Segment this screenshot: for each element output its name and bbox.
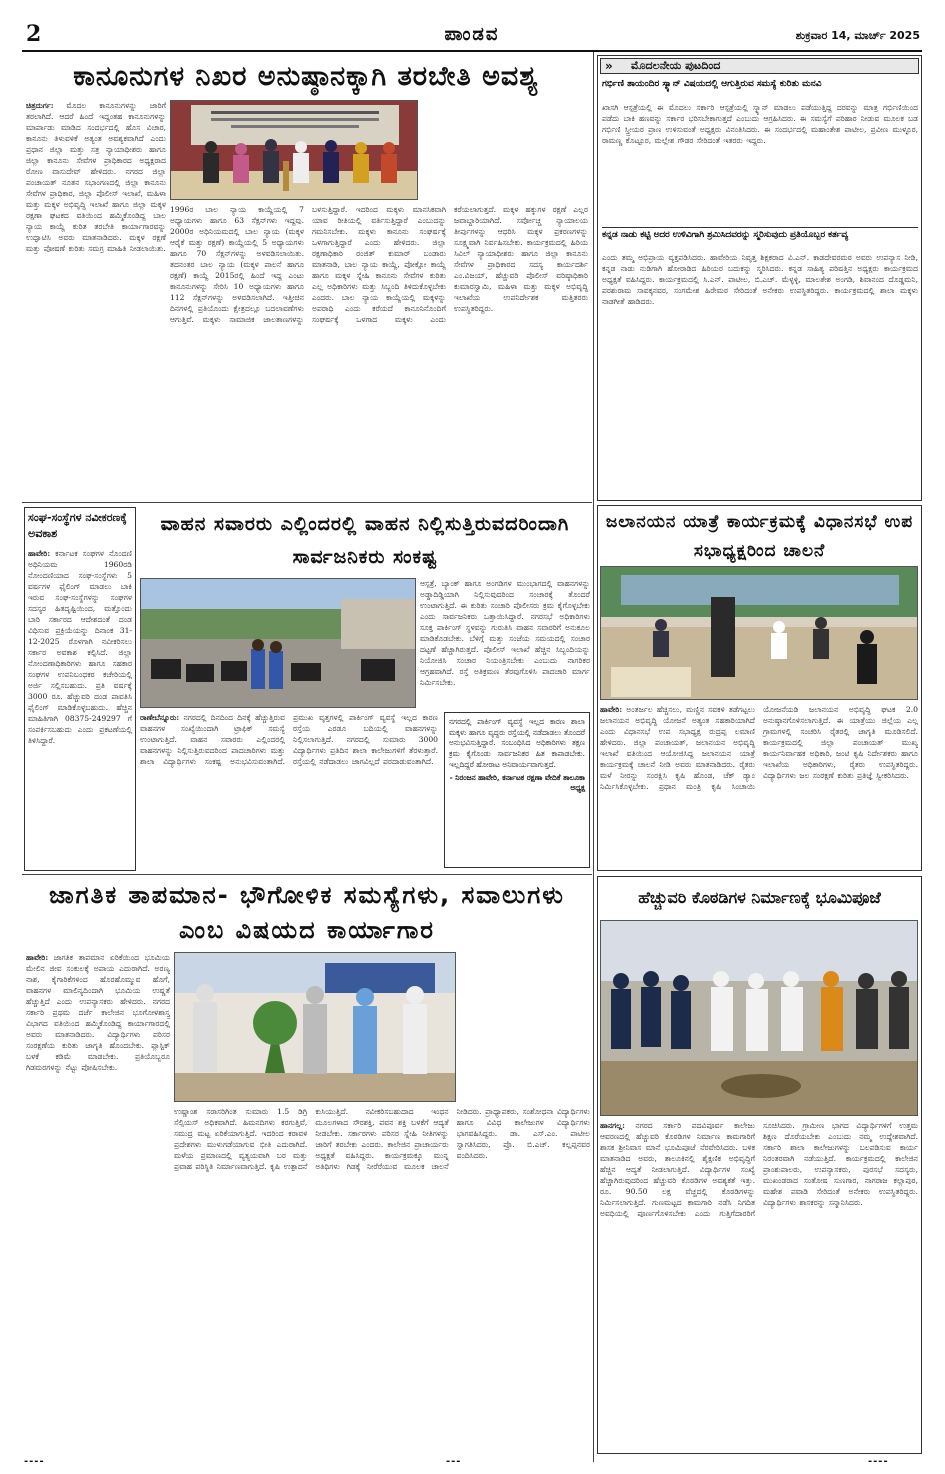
article-body-2: ಎಂದು ತಮ್ಮ ಅಭಿಪ್ರಾಯ ವ್ಯಕ್ತಪಡಿಸಿದರು. ಹಾವೇರಿಯ ನಿವೃತ್ತ ಶಿಕ್ಷಕರಾದ ವಿ.ಎನ್. ಕಾಡದೇವರಮಠ ಅವರು ಉಪನ್ಯಾಸ ನೀಡಿ, ಕನ್ನಡ ನಾಡು ನುಡಿಗಾಗಿ ಹೋರಾಡಿದ ಹಿರಿಯರ ಬದುಕನ್ನು ಸ್ಮರಿಸಿದರು. ಕನ್ನಡ ಸಾಹಿತ್ಯ ಪರಿಷತ್ತಿನ ಅಧ್ಯಕ್ಷರು ಕಾರ್ಯಕ್ರಮದ ಅಧ್ಯಕ್ಷತೆ ವಹಿಸಿದ್ದರು. ಕಾರ್ಯಕ್ರಮದಲ್ಲಿ ಸಿ.ಎನ್. ಪಾಟೀಲ, ಬಿ.ಎಚ್. ಮೆಳ್ಳಳ್ಳಿ, ಮಾಲತೇಶ ಅಂಗಡಿ, ಶಿವಾನಂದ ದೊಡ್ಡಮನಿ, ಪರಶುರಾಮ ಸಾವಕ್ಕನವರ, ಸಂಗಮೇಶ ಹಿರೇಮಠ ಸೇರಿದಂತೆ ಅನೇಕರು ಉಪಸ್ಥಿತರಿದ್ದರು. ಕಾರ್ಯಕ್ರಮದಲ್ಲಿ ಶಾಲಾ ಮಕ್ಕಳು ನಾಡಗೀತೆ ಹಾಡಿದರು. [602, 253, 918, 306]
stage-image [171, 101, 418, 200]
footer-center-mark: --- [446, 1456, 462, 1467]
headline: ಸಂಘ-ಸಂಸ್ಥೆಗಳ ನವೀಕರಣಕ್ಕೆ ಅವಕಾಶ [28, 511, 127, 540]
event-image [601, 567, 918, 700]
headline: ಜಲಾನಯನ ಯಾತ್ರೆ ಕಾರ್ಯಕ್ರಮಕ್ಕೆ ವಿಧಾನಸಭೆ ಉಪ ಸಭಾಧ್ಯಕ್ಷರಿಂದ ಚಾಲನೆ [605, 512, 914, 561]
workshop-photo [174, 952, 456, 1102]
issue-date: ಶುಕ್ರವಾರ 14, ಮಾರ್ಚ್ 2025 [795, 29, 920, 42]
body-text: ಮೊದಲ ಕಾನೂನುಗಳನ್ನು ಜಾರಿಗೆ ತರಲಾಗಿದೆ. ಆದರೆ ಹಿಂದೆ ಇದ್ದಂತಹ ಕಾನೂನುಗಳನ್ನು ಮಾರ್ಪಾಡು ಮಾಡಿದ ಸಂದರ್ಭದಲ್ಲಿ ಹೊಸ ವಿಚಾರ, ಕಾನೂನು ತಿಳುವಳಿಕೆ ಅತ್ಯಂತ ಅವಶ್ಯಕವಾಗಿದೆ ಎಂದು ಪ್ರಧಾನ ಜಿಲ್ಲಾ ಮತ್ತು ಸತ್ರ ನ್ಯಾಯಾಧೀಶರು ಹಾಗೂ ಜಿಲ್ಲಾ ಕಾನೂನು ಸೇವೆಗಳ ಪ್ರಾಧಿಕಾರದ ಅಧ್ಯಕ್ಷರಾದ ರೋಣ ವಾಸುದೇವ್ ಹೇಳಿದರು. ನಗರದ ಜಿಲ್ಲಾ ಪಂಚಾಯತ್ ನೂತನ ಸಭಾಂಗಣದಲ್ಲಿ ಜಿಲ್ಲಾ ಕಾನೂನು ಸೇವೆಗಳ ಪ್ರಾಧಿಕಾರ, ಜಿಲ್ಲಾ ಪೊಲೀಸ್ ಇಲಾಖೆ, ಮಹಿಳಾ ಮತ್ತು ಮಕ್ಕಳ ಅಭಿವೃದ್ಧಿ ಇಲಾಖೆ ಹಾಗೂ ಜಿಲ್ಲಾ ಮಕ್ಕಳ ರಕ್ಷಣಾ ಘಟಕದ ವತಿಯಿಂದ ಹಮ್ಮಿಕೊಂಡಿದ್ದ ಬಾಲ ನ್ಯಾಯ ಕಾಯ್ದೆ ಕುರಿತ ತರಬೇತಿ ಕಾರ್ಯಾಗಾರವನ್ನು ಉದ್ಘಾಟಿಸಿ ಅವರು ಮಾತನಾಡಿದರು. ಮಕ್ಕಳ ರಕ್ಷಣೆ ಮತ್ತು ಪೋಷಣೆ ಕುರಿತು ಸಮಗ್ರ ಮಾಹಿತಿ ನೀಡಲಾಯಿತು. [26, 101, 166, 253]
divider [22, 874, 592, 875]
masthead-rule [22, 50, 922, 52]
headline: ವಾಹನ ಸವಾರರು ಎಲ್ಲಿಂದರಲ್ಲಿ ವಾಹನ ನಿಲ್ಲಿಸುತ್ತಿರುವದರಿಂದಾಗಿ ಸಾರ್ವಜನಿಕರು ಸಂಕಷ್ಟ [160, 513, 570, 568]
divider [22, 502, 592, 503]
article-body [28, 548, 132, 868]
body-text: ನಗರದ ಸರ್ಕಾರಿ ಪದವಿಪೂರ್ವ ಕಾಲೇಜು ಆವರಣದಲ್ಲಿ ಹೆಚ್ಚುವರಿ ಕೊಠಡಿಗಳ ನಿರ್ಮಾಣ ಕಾಮಗಾರಿಗೆ ಶಾಸಕ ಶ್ರೀನಿವಾಸ ಮಾನೆ ಭೂಮಿಪೂಜೆ ನೆರವೇರಿಸಿದರು. ಬಳಿಕ ಮಾತನಾಡಿದ ಅವರು, ತಾಲೂಕಿನಲ್ಲಿ ಶೈಕ್ಷಣಿಕ ಅಭಿವೃದ್ಧಿಗೆ ಹೆಚ್ಚಿನ ಆದ್ಯತೆ ನೀಡಲಾಗುತ್ತಿದೆ. ವಿದ್ಯಾರ್ಥಿಗಳ ಸಂಖ್ಯೆ ಹೆಚ್ಚಾಗಿರುವುದರಿಂದ ಹೆಚ್ಚುವರಿ ಕೊಠಡಿಗಳ ಅವಶ್ಯಕತೆ ಇತ್ತು. ರೂ. 90.50 ಲಕ್ಷ ವೆಚ್ಚದಲ್ಲಿ ಕೊಠಡಿಗಳನ್ನು ನಿರ್ಮಿಸಲಾಗುತ್ತಿದೆ. ಗುಣಮಟ್ಟದ ಕಾಮಗಾರಿ ನಡೆಸಿ ನಿಗದಿತ ಅವಧಿಯಲ್ಲಿ ಪೂರ್ಣಗೊಳಿಸಬೇಕು ಎಂದು ಗುತ್ತಿಗೆದಾರರಿಗೆ ಸೂಚಿಸಿದರು. ಗ್ರಾಮೀಣ ಭಾಗದ ವಿದ್ಯಾರ್ಥಿಗಳಿಗೆ ಉತ್ತಮ ಶಿಕ್ಷಣ ದೊರೆಯಬೇಕು ಎಂಬುದು ನಮ್ಮ ಉದ್ದೇಶವಾಗಿದೆ. ಸರ್ಕಾರಿ ಶಾಲಾ ಕಾಲೇಜುಗಳನ್ನು ಬಲಪಡಿಸುವ ಕಾರ್ಯ ನಿರಂತರವಾಗಿ ನಡೆಯುತ್ತಿದೆ. ಕಾರ್ಯಕ್ರಮದಲ್ಲಿ ಕಾಲೇಜಿನ ಪ್ರಾಂಶುಪಾಲರು, ಉಪನ್ಯಾಸಕರು, ಪುರಸಭೆ ಸದಸ್ಯರು, ಮುಖಂಡರಾದ ಸಂತೋಷ ಸುಣಗಾರ, ನಾಗರಾಜ ಕಲ್ಲಾಪುರ, ಮಹೇಶ ಪವಾಡಿ ಸೇರಿದಂತೆ ಅನೇಕರು ಉಪಸ್ಥಿತರಿದ್ದರು. ವಿದ್ಯಾರ್ಥಿಗಳು ಶಾಸಕರನ್ನು ಸನ್ಮಾನಿಸಿದರು. [600, 1121, 918, 1218]
article-body-columns [174, 1106, 590, 1450]
article-body-columns [600, 704, 918, 868]
footer-left-mark: ---- [24, 1456, 45, 1467]
article-body-columns [170, 204, 588, 498]
footer-right-mark: ---- [868, 1456, 889, 1467]
body-text: ಆಸ್ಪತ್ರೆ, ಬ್ಯಾಂಕ್ ಹಾಗೂ ಅಂಗಡಿಗಳ ಮುಂಭಾಗದಲ್ಲಿ ವಾಹನಗಳನ್ನು ಅಡ್ಡಾದಿಡ್ಡಿಯಾಗಿ ನಿಲ್ಲಿಸುವುದರಿಂದ ಸಂಚಾರಕ್ಕೆ ತೊಂದರೆ ಉಂಟಾಗುತ್ತಿದೆ. ಈ ಕುರಿತು ಸಂಚಾರಿ ಪೊಲೀಸರು ಕ್ರಮ ಕೈಗೊಳ್ಳಬೇಕು ಎಂದು ಸಾರ್ವಜನಿಕರು ಒತ್ತಾಯಿಸಿದ್ದಾರೆ. ನಗರಸಭೆ ಅಧಿಕಾರಿಗಳು ಸೂಕ್ತ ಪಾರ್ಕಿಂಗ್ ಸ್ಥಳವನ್ನು ಗುರುತಿಸಿ ವಾಹನ ಸವಾರರಿಗೆ ಅನುಕೂಲ ಮಾಡಿಕೊಡಬೇಕು. ಬೆಳಿಗ್ಗೆ ಮತ್ತು ಸಂಜೆಯ ಸಮಯದಲ್ಲಿ ಸಂಚಾರ ದಟ್ಟಣೆ ಹೆಚ್ಚಾಗಿರುತ್ತದೆ. ಪೊಲೀಸ್ ಇಲಾಖೆ ಹೆಚ್ಚಿನ ಸಿಬ್ಬಂದಿಯನ್ನು ನಿಯೋಜಿಸಿ ಸಂಚಾರ ನಿಯಂತ್ರಿಸಬೇಕು ಎಂಬುದು ನಾಗರಿಕರ ಆಗ್ರಹವಾಗಿದೆ. ರಸ್ತೆ ಅತಿಕ್ರಮಣ ತೆರವುಗೊಳಿಸಿ ಪಾದಚಾರಿ ಮಾರ್ಗ ನಿರ್ಮಿಸಬೇಕು. [420, 579, 590, 687]
newspaper-name: ಪಾಂಡವ [444, 24, 500, 45]
watershed-photo [600, 566, 918, 700]
kicker-bar [600, 58, 919, 74]
headline: ಕಾನೂನುಗಳ ನಿಖರ ಅನುಷ್ಠಾನಕ್ಕಾಗಿ ತರಬೇತಿ ಅವಶ್ಯ [73, 61, 539, 92]
body-text: ಉಷ್ಣಾಂಶ ಸರಾಸರಿಗಿಂತ ಸುಮಾರು 1.5 ಡಿಗ್ರಿ ಸೆಲ್ಸಿಯಸ್ ಅಧಿಕವಾಗಿದೆ. ಹಿಮನದಿಗಳು ಕರಗುತ್ತಿವೆ, ಸಮುದ್ರ ಮಟ್ಟ ಏರಿಕೆಯಾಗುತ್ತಿದೆ. ಇದರಿಂದ ಕರಾವಳಿ ಪ್ರದೇಶಗಳು ಮುಳುಗಡೆಯಾಗುವ ಭೀತಿ ಎದುರಾಗಿದೆ. ಮಳೆಯ ಪ್ರಮಾಣದಲ್ಲಿ ವ್ಯತ್ಯಯವಾಗಿ ಬರ ಮತ್ತು ಪ್ರವಾಹ ಪರಿಸ್ಥಿತಿ ನಿರ್ಮಾಣವಾಗುತ್ತಿದೆ. ಕೃಷಿ ಉತ್ಪಾದನೆ ಕುಸಿಯುತ್ತಿದೆ. ನವೀಕರಿಸಬಹುದಾದ ಇಂಧನ ಮೂಲಗಳಾದ ಸೌರಶಕ್ತಿ, ಪವನ ಶಕ್ತಿ ಬಳಕೆಗೆ ಆದ್ಯತೆ ನೀಡಬೇಕು. ಸರ್ಕಾರಗಳು ಪರಿಸರ ಸ್ನೇಹಿ ನೀತಿಗಳನ್ನು ಜಾರಿಗೆ ತರಬೇಕು ಎಂದರು. ಕಾಲೇಜಿನ ಪ್ರಾಚಾರ್ಯರು ಅಧ್ಯಕ್ಷತೆ ವಹಿಸಿದ್ದರು. ಕಾರ್ಯಕ್ರಮಕ್ಕೂ ಮುನ್ನ ಅತಿಥಿಗಳು ಗಿಡಕ್ಕೆ ನೀರೆರೆಯುವ ಮೂಲಕ ಚಾಲನೆ ನೀಡಿದರು. ಪ್ರಾಧ್ಯಾಪಕರು, ಸಂಶೋಧನಾ ವಿದ್ಯಾರ್ಥಿಗಳು ಹಾಗೂ ವಿವಿಧ ಕಾಲೇಜುಗಳ ವಿದ್ಯಾರ್ಥಿಗಳು ಭಾಗವಹಿಸಿದ್ದರು. ಡಾ. ಎಸ್.ಎಂ. ಪಾಟೀಲ ಸ್ವಾಗತಿಸಿದರು, ಪ್ರೊ. ಬಿ.ಎಚ್. ಕಲ್ಲಪ್ಪನವರ ವಂದಿಸಿದರು. [174, 1107, 590, 1171]
headline: ಜಾಗತಿಕ ತಾಪಮಾನ- ಭೌಗೋಳಿಕ ಸಮಸ್ಯೆಗಳು, ಸವಾಲುಗಳು ಎಂಬ ವಿಷಯದ ಕಾರ್ಯಾಗಾರ [49, 881, 565, 944]
headline: ಹೆಚ್ಚುವರಿ ಕೊಠಡಿಗಳ ನಿರ್ಮಾಣಕ್ಕೆ ಭೂಮಿಪೂಜೆ [638, 888, 881, 907]
article-body [26, 952, 170, 1450]
body-text: ನಗರದಲ್ಲಿ ದಿನದಿಂದ ದಿನಕ್ಕೆ ಹೆಚ್ಚುತ್ತಿರುವ ವಾಹನಗಳ ಸಂಖ್ಯೆಯಿಂದಾಗಿ ಟ್ರಾಫಿಕ್ ಸಮಸ್ಯೆ ಉಂಟಾಗುತ್ತಿದೆ. ವಾಹನ ಸವಾರರು ಎಲ್ಲಿಂದರಲ್ಲಿ ವಾಹನಗಳನ್ನು ನಿಲ್ಲಿಸುತ್ತಿರುವದರಿಂದ ಪಾದಚಾರಿಗಳು ಮತ್ತು ಶಾಲಾ ವಿದ್ಯಾರ್ಥಿಗಳು ಸಂಕಷ್ಟ ಅನುಭವಿಸುವಂತಾಗಿದೆ. ಪ್ರಮುಖ ವೃತ್ತಗಳಲ್ಲಿ ಪಾರ್ಕಿಂಗ್ ವ್ಯವಸ್ಥೆ ಇಲ್ಲದ ಕಾರಣ ರಸ್ತೆಯ ಎರಡೂ ಬದಿಯಲ್ಲಿ ವಾಹನಗಳನ್ನು ನಿಲ್ಲಿಸಲಾಗುತ್ತಿದೆ. ನಗರದಲ್ಲಿ ಸುಮಾರು 3000 ವಿದ್ಯಾರ್ಥಿಗಳು ಪ್ರತಿದಿನ ಶಾಲಾ ಕಾಲೇಜುಗಳಿಗೆ ತೆರಳುತ್ತಾರೆ. ರಸ್ತೆಯಲ್ಲಿ ನಡೆದಾಡಲು ಜಾಗವಿಲ್ಲದೆ ಪರದಾಡುವಂತಾಗಿದೆ. [140, 713, 438, 766]
column-divider [593, 52, 594, 1462]
masthead [22, 22, 922, 48]
dateline: ಹಾವೇರಿ: [26, 953, 49, 962]
kicker: ಮೊದಲನೇಯ ಪುಟದಿಂದ [631, 59, 721, 72]
traffic-photo [140, 578, 416, 708]
plant-watering-image [175, 953, 456, 1102]
dateline: ಹಾವೇರಿ: [28, 549, 51, 558]
pull-quote: ನಗರದಲ್ಲಿ ಪಾರ್ಕಿಂಗ್ ವ್ಯವಸ್ಥೆ ಇಲ್ಲದ ಕಾರಣ ಶಾಲಾ ಮಕ್ಕಳು ಹಾಗೂ ವೃದ್ಧರು ರಸ್ತೆಯಲ್ಲಿ ನಡೆದಾಡಲು ತೊಂದರೆ ಅನುಭವಿಸುತ್ತಿದ್ದಾರೆ. ಸಂಬಂಧಿಸಿದ ಅಧಿಕಾರಿಗಳು ತಕ್ಷಣ ಕ್ರಮ ಕೈಗೊಂಡು ಸಾರ್ವಜನಿಕರ ಹಿತ ಕಾಪಾಡಬೇಕು. ಇಲ್ಲದಿದ್ದರೆ ಹೋರಾಟ ಅನಿವಾರ್ಯವಾಗುತ್ತದೆ. [449, 717, 585, 769]
training-photo [170, 100, 418, 200]
article-body: ಖಾಸಗಿ ಆಸ್ಪತ್ರೆಯಲ್ಲಿ ಈ ಮೊದಲು ಸರ್ಕಾರಿ ಆಸ್ಪತ್ರೆಯಲ್ಲಿ ಸ್ಕ್ಯಾನ್ ಮಾಡಲು ಪಡೆಯುತ್ತಿದ್ದ ದರವನ್ನು ಮಾತ್ರ ಗರ್ಭಿಣಿಯಿಂದ ಪಡೆದು ಬಾಕಿ ಹಣವನ್ನು ಸರ್ಕಾರ ಭರಿಸಬೇಕಾಗುತ್ತದೆ ಎಂಬುದು ಆಗ್ರಹಿಸಿದರು. ಈ ಸಮಸ್ಯೆಗೆ ಪರಿಹಾರ ನೀಡುವ ಮೂಲಕ ಬಡ ಗರ್ಭಿಣಿ ಸ್ತ್ರೀಯರ ಪ್ರಾಣ ಉಳಿಸುವಂತೆ ಅಧ್ಯಕ್ಷರು ವಿನಂತಿಸಿದರು. ಈ ಸಂದರ್ಭದಲ್ಲಿ ಮಹಾಂತೇಶ ಪಾಟೀಲ, ಪ್ರವೀಣ ಮುಳ್ಳೂರ, ರಾಮಣ್ಣ ಕೊಟ್ಟೂರ, ಮಲ್ಲೇಶ ಗೌಡರ ಸೇರಿದಂತೆ ಇತರರು ಇದ್ದರು. [602, 103, 918, 145]
body-text: ಜಾಗತಿಕ ತಾಪಮಾನ ಏರಿಕೆಯಿಂದ ಭೂಮಿಯ ಮೇಲಿನ ಜೀವ ಸಂಕುಲಕ್ಕೆ ಅಪಾಯ ಎದುರಾಗಿದೆ. ಅರಣ್ಯ ನಾಶ, ಕೈಗಾರಿಕೆಗಳಿಂದ ಹೊರಹೊಮ್ಮುವ ಹೊಗೆ, ವಾಹನಗಳ ಮಾಲಿನ್ಯದಿಂದಾಗಿ ಭೂಮಿಯ ಉಷ್ಣತೆ ಹೆಚ್ಚುತ್ತಿದೆ ಎಂದು ಉಪನ್ಯಾಸಕರು ಹೇಳಿದರು. ನಗರದ ಸರ್ಕಾರಿ ಪ್ರಥಮ ದರ್ಜೆ ಕಾಲೇಜಿನ ಭೂಗೋಳಶಾಸ್ತ್ರ ವಿಭಾಗದ ವತಿಯಿಂದ ಹಮ್ಮಿಕೊಂಡಿದ್ದ ಕಾರ್ಯಾಗಾರದಲ್ಲಿ ಅವರು ಮಾತನಾಡಿದರು. ವಿದ್ಯಾರ್ಥಿಗಳು ಪರಿಸರ ಸಂರಕ್ಷಣೆಯ ಕುರಿತು ಜಾಗೃತಿ ಹೊಂದಬೇಕು. ಪ್ಲಾಸ್ಟಿಕ್ ಬಳಕೆ ಕಡಿಮೆ ಮಾಡಬೇಕು. ಪ್ರತಿಯೊಬ್ಬರೂ ಗಿಡಮರಗಳನ್ನು ನೆಟ್ಟು ಪೋಷಿಸಬೇಕು. [26, 953, 170, 1072]
article-body-lower [140, 712, 438, 870]
article-body-columns [420, 578, 590, 708]
ceremony-image [601, 921, 918, 1116]
article-body [26, 100, 166, 498]
groundbreaking-photo [600, 920, 918, 1116]
body-text: ಕರ್ನಾಟಕ ಸಂಘಗಳ ನೊಂದಣಿ ಅಧಿನಿಯಮ 1960ರಡಿ ನೋಂದಣಿಯಾದ ಸಂಘ-ಸಂಸ್ಥೆಗಳು 5 ವರ್ಷಗಳ ಫೈಲಿಂಗ್ ಮಾಡಲು ಬಾಕಿ ಇರುವ ಸಂಘ-ಸಂಸ್ಥೆಗಳನ್ನು ಸಂಘಗಳ ಸದಸ್ಯರ ಹಿತದೃಷ್ಟಿಯಿಂದ, ಮತ್ತೊಂದು ಬಾರಿ ಸರ್ಕಾರದ ಆದೇಶದಂತೆ ದಂಡ ವಿಧಿಸುವ ಪ್ರಕ್ರಿಯೆಯನ್ನು ದಿನಾಂಕ 31-12-2025 ರೊಳಗಾಗಿ ನವೀಕರಿಸಲು ಸರ್ಕಾರ ಅವಕಾಶ ಕಲ್ಪಿಸಿದೆ. ಜಿಲ್ಲಾ ನೋಂದಣಾಧಿಕಾರಿಗಳು ಹಾಗೂ ಸಹಕಾರ ಸಂಘಗಳ ಉಪನಿಬಂಧಕರ ಕಚೇರಿಯಲ್ಲಿ ಅರ್ಜಿ ಸಲ್ಲಿಸಬಹುದು. ಪ್ರತಿ ವರ್ಷಕ್ಕೆ 3000 ರೂ. ಹೆಚ್ಚುವರಿ ದಂಡ ಪಾವತಿಸಿ ಫೈಲಿಂಗ್ ಮಾಡಿಕೊಳ್ಳಬಹುದು. ಹೆಚ್ಚಿನ ಮಾಹಿತಿಗಾಗಿ 08375-249297 ಗೆ ಸಂಪರ್ಕಿಸಬಹುದು ಎಂದು ಪ್ರಕಟಣೆಯಲ್ಲಿ ತಿಳಿಸಿದ್ದಾರೆ. [28, 549, 132, 745]
body-text: 1996ರ ಬಾಲ ನ್ಯಾಯ ಕಾಯ್ದೆಯಲ್ಲಿ 7 ಅಧ್ಯಾಯಗಳು ಹಾಗೂ 63 ಸೆಕ್ಷನ್‌ಗಳು ಇದ್ದವು. 2000ರ ಅಧಿನಿಯಮದಲ್ಲಿ ಬಾಲ ನ್ಯಾಯ (ಮಕ್ಕಳ ಆರೈಕೆ ಮತ್ತು ರಕ್ಷಣೆ) ಕಾಯ್ದೆಯಲ್ಲಿ 5 ಅಧ್ಯಾಯಗಳು ಹಾಗೂ 70 ಸೆಕ್ಷನ್‌ಗಳನ್ನು ಅಳವಡಿಸಲಾಯಿತು. ತದನಂತರ ಬಾಲ ನ್ಯಾಯ (ಮಕ್ಕಳ ಪಾಲನೆ ಹಾಗೂ ರಕ್ಷಣೆ) ಕಾಯ್ದೆ 2015ರಲ್ಲಿ ಹಿಂದೆ ಇದ್ದ ಎಂಟು ಕಾನೂನುಗಳನ್ನು ಸೇರಿಸಿ 10 ಅಧ್ಯಾಯಗಳು ಹಾಗೂ 112 ಸೆಕ್ಷನ್‌ಗಳನ್ನು ಅಳವಡಿಸಲಾಗಿದೆ. ಇತ್ತೀಚಿನ ದಿನಗಳಲ್ಲಿ ಪ್ರತಿಯೊಂದು ಕ್ಷೇತ್ರದಲ್ಲೂ ಬದಲಾವಣೆಗಳು ಆಗುತ್ತಿವೆ. ಮಕ್ಕಳು ಸಾಮಾಜಿಕ ಜಾಲತಾಣಗಳನ್ನು ಬಳಸುತ್ತಿದ್ದಾರೆ. ಇದರಿಂದ ಮಕ್ಕಳು ಮಾನಸಿಕವಾಗಿ ಯಾವ ರೀತಿಯಲ್ಲಿ ವರ್ತಿಸುತ್ತಿದ್ದಾರೆ ಎಂಬುದನ್ನು ಗಮನಿಸಬೇಕು. ಮಕ್ಕಳು ಕಾನೂನು ಸಂಘರ್ಷಕ್ಕೆ ಒಳಗಾಗುತ್ತಿದ್ದಾರೆ ಎಂದು ಹೇಳಿದರು. ಜಿಲ್ಲಾ ರಕ್ಷಣಾಧಿಕಾರಿ ರಂಜಿತ್ ಕುಮಾರ್ ಬಂಡಾರು ಮಾತನಾಡಿ, ಬಾಲ ನ್ಯಾಯ ಕಾಯ್ದೆ, ಪೋಕ್ಸೋ ಕಾಯ್ದೆ ಹಾಗೂ ಮಕ್ಕಳ ಸ್ನೇಹಿ ಕಾನೂನು ಸೇವೆಗಳ ಕುರಿತು ಎಲ್ಲ ಅಧಿಕಾರಿಗಳು ಮತ್ತು ಸಿಬ್ಬಂದಿ ತಿಳಿದುಕೊಳ್ಳಬೇಕು ಎಂದರು. ಬಾಲ ನ್ಯಾಯ ಕಾಯ್ದೆಯಲ್ಲಿ ಮಕ್ಕಳನ್ನು ಅಪರಾಧಿ ಎಂದು ಕರೆಯದೆ ಕಾನೂನಿನೊಂದಿಗೆ ಸಂಘರ್ಷಕ್ಕೆ ಒಳಗಾದ ಮಕ್ಕಳು ಎಂದು ಕರೆಯಲಾಗುತ್ತದೆ. ಮಕ್ಕಳ ಹಕ್ಕುಗಳ ರಕ್ಷಣೆ ಎಲ್ಲರ ಜವಾಬ್ದಾರಿಯಾಗಿದೆ. ಸರ್ವೋಚ್ಚ ನ್ಯಾಯಾಲಯ ತೀರ್ಪುಗಳನ್ನು ಆಧರಿಸಿ ಮಕ್ಕಳ ಪ್ರಕರಣಗಳನ್ನು ಸೂಕ್ಷ್ಮವಾಗಿ ನಿರ್ವಹಿಸಬೇಕು. ಕಾರ್ಯಕ್ರಮದಲ್ಲಿ ಹಿರಿಯ ಸಿವಿಲ್ ನ್ಯಾಯಾಧೀಶರು ಹಾಗೂ ಜಿಲ್ಲಾ ಕಾನೂನು ಸೇವೆಗಳ ಪ್ರಾಧಿಕಾರದ ಸದಸ್ಯ ಕಾರ್ಯದರ್ಶಿ ಎಂ.ವಿಜಯ್, ಹೆಚ್ಚುವರಿ ಪೊಲೀಸ್ ವರಿಷ್ಠಾಧಿಕಾರಿ ಕುಮಾರಸ್ವಾಮಿ, ಮಹಿಳಾ ಮತ್ತು ಮಕ್ಕಳ ಅಭಿವೃದ್ಧಿ ಇಲಾಖೆಯ ಉಪನಿರ್ದೇಶಕ ಮತ್ತಿತರರು ಉಪಸ್ಥಿತರಿದ್ದರು. [170, 205, 588, 324]
subhead: ಗರ್ಭಿಣಿ ತಾಯಂದಿರ ಸ್ಕ್ಯಾನ್ ವಿಷಯದಲ್ಲಿ ಆಗುತ್ತಿರುವ ಸಮಸ್ಯೆ ಕುರಿತು ಮನವಿ [602, 79, 822, 89]
quote-mark-icon: » [605, 59, 613, 73]
dateline: ಹಾನಗಲ್ಲ: [600, 1121, 625, 1130]
subhead-2: ಕನ್ನಡ ನಾಡು ಕಟ್ಟಿ ಅದರ ಉಳಿವಿಗಾಗಿ ಶ್ರಮಿಸಿದವರನ್ನು ಸ್ಮರಿಸುವುದು ಪ್ರತಿಯೊಬ್ಬರ ಕರ್ತವ್ಯ [602, 227, 918, 241]
quote-signature: - ನಿರಂಜನ ಹಾವೇರಿ, ಕರ್ನಾಟಕ ರಕ್ಷಣಾ ವೇದಿಕೆ ತಾಲೂಕಾ ಅಧ್ಯಕ್ಷ [449, 772, 585, 793]
dateline: ಚಿತ್ರದುರ್ಗ: [26, 101, 54, 110]
dateline: ಹಾವೇರಿ: [600, 705, 623, 714]
body-text: ಅಂತರ್ಜಲ ಹೆಚ್ಚಿಸಲು, ಮಣ್ಣಿನ ಸವಕಳಿ ತಡೆಗಟ್ಟಲು ಜಲಾನಯನ ಅಭಿವೃದ್ಧಿ ಯೋಜನೆ ಅತ್ಯಂತ ಸಹಕಾರಿಯಾಗಿದೆ ಎಂದು ವಿಧಾನಸಭೆ ಉಪ ಸಭಾಧ್ಯಕ್ಷ ರುದ್ರಪ್ಪ ಲಮಾಣಿ ಹೇಳಿದರು. ಜಿಲ್ಲಾ ಪಂಚಾಯತ್, ಜಲಾನಯನ ಅಭಿವೃದ್ಧಿ ಇಲಾಖೆ ವತಿಯಿಂದ ಆಯೋಜಿಸಿದ್ದ ಜಲಾನಯನ ಯಾತ್ರೆ ಕಾರ್ಯಕ್ರಮಕ್ಕೆ ಚಾಲನೆ ನೀಡಿ ಅವರು ಮಾತನಾಡಿದರು. ರೈತರು ಮಳೆ ನೀರನ್ನು ಸಂರಕ್ಷಿಸಿ ಕೃಷಿ ಹೊಂಡ, ಚೆಕ್ ಡ್ಯಾಂ ನಿರ್ಮಿಸಿಕೊಳ್ಳಬೇಕು. ಪ್ರಧಾನ ಮಂತ್ರಿ ಕೃಷಿ ಸಿಂಚಾಯಿ ಯೋಜನೆಯಡಿ ಜಲಾನಯನ ಅಭಿವೃದ್ಧಿ ಘಟಕ 2.0 ಅನುಷ್ಠಾನಗೊಳಿಸಲಾಗುತ್ತಿದೆ. ಈ ಯಾತ್ರೆಯು ಜಿಲ್ಲೆಯ ಎಲ್ಲ ಗ್ರಾಮಗಳಲ್ಲಿ ಸಂಚರಿಸಿ ರೈತರಲ್ಲಿ ಜಾಗೃತಿ ಮೂಡಿಸಲಿದೆ. ಕಾರ್ಯಕ್ರಮದಲ್ಲಿ ಜಿಲ್ಲಾ ಪಂಚಾಯತ್ ಮುಖ್ಯ ಕಾರ್ಯನಿರ್ವಾಹಕ ಅಧಿಕಾರಿ, ಜಂಟಿ ಕೃಷಿ ನಿರ್ದೇಶಕರು ಹಾಗೂ ಇಲಾಖೆಯ ಅಧಿಕಾರಿಗಳು, ರೈತರು ಉಪಸ್ಥಿತರಿದ್ದರು. ವಿದ್ಯಾರ್ಥಿಗಳು ಜಲ ಸಂರಕ್ಷಣೆ ಕುರಿತು ಪ್ರತಿಜ್ಞೆ ಸ್ವೀಕರಿಸಿದರು. [600, 705, 918, 791]
pull-quote-box [444, 712, 590, 868]
article-body-columns [600, 1120, 918, 1450]
dateline: ರಾಣೇಬೆನ್ನೂರು: [140, 713, 180, 722]
page-number: 2 [26, 21, 42, 47]
street-image [141, 579, 416, 708]
